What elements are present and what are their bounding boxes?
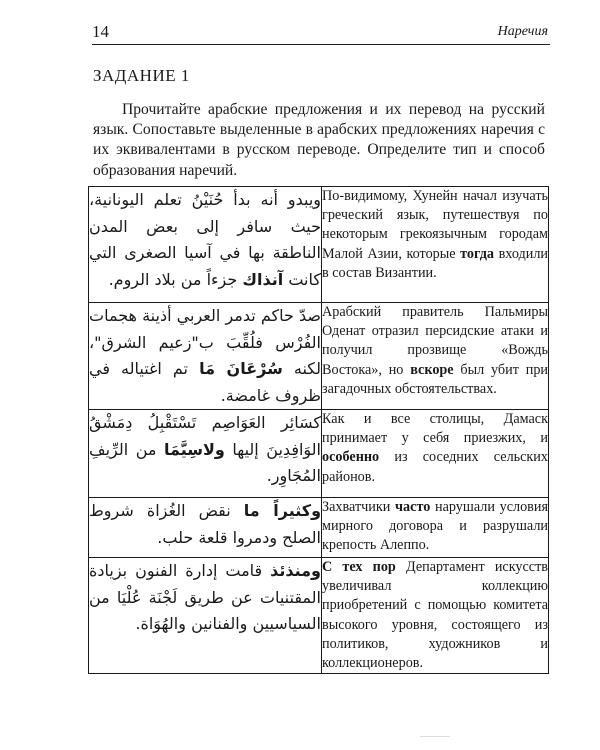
table-row bbox=[89, 498, 549, 558]
arabic-adverb-highlight: ولاسِيَّمَا bbox=[163, 439, 225, 459]
russian-text: По-видимому, Хунейн начал изучать греческий язык, путешествуя по некоторым грекоязычным городам Малой Азии, которые bbox=[322, 188, 548, 262]
russian-translation-cell bbox=[322, 558, 549, 674]
russian-adverb-highlight: С тех пор bbox=[322, 559, 396, 575]
arabic-adverb-highlight: وكثيراً ما bbox=[243, 501, 322, 520]
table-row bbox=[89, 187, 549, 303]
russian-text: входили в состав Византии. bbox=[322, 245, 548, 281]
arabic-text: ويبدو أنه بدأ حُنَيْنُ تعلم اليونانية، حيث سافر إلى بعض المدن الناطقة بها في آسيا الصغرى التي كانت bbox=[89, 190, 321, 289]
arabic-adverb-highlight: سُرْعَانَ مَا bbox=[199, 359, 283, 378]
russian-text: из соседних сельских районов. bbox=[322, 449, 548, 485]
arabic-text: جزءاً من بلاد الروم. bbox=[108, 269, 243, 289]
russian-text: Департамент искусств увеличивал коллекцию приобретений с помощью комитета высокого уровня, состоящего из политиков, художников и коллекционеров. bbox=[322, 559, 548, 672]
arabic-sentence-cell bbox=[89, 498, 322, 558]
arabic-text: تم اغتياله في ظروف غامضة. bbox=[89, 359, 321, 405]
page-divider bbox=[420, 736, 450, 737]
task-instructions: Прочитайте арабские предложения и их перевод на русский язык. Сопоставьте выделенные в арабских предложениях наречия с их эквивалентами в русском переводе. Определите тип и способ образования наречий. bbox=[93, 101, 545, 179]
arabic-text: من الرِّيفِ المُجَاوِر. bbox=[89, 439, 321, 485]
arabic-sentence-cell bbox=[89, 187, 322, 303]
table-row bbox=[89, 410, 549, 498]
russian-adverb-highlight: вскоре bbox=[410, 361, 454, 378]
russian-adverb-highlight: особенно bbox=[322, 449, 380, 466]
arabic-adverb-highlight: آنذاك bbox=[242, 269, 284, 289]
russian-adverb-highlight: тогда bbox=[460, 245, 495, 262]
russian-translation-cell bbox=[322, 187, 549, 303]
russian-text: Арабский правитель Пальмиры Оденат отразил персидские атаки и получил прозвище «Вождь Востока», но bbox=[322, 304, 548, 378]
arabic-sentence-cell bbox=[89, 410, 322, 498]
running-title: Наречия bbox=[497, 24, 548, 39]
arabic-adverb-highlight: ومنذئذ bbox=[270, 561, 321, 580]
arabic-text: صدّ حاكم تدمر العربي أذينة هجمات الفُرْس فلُقِّبَ ب"زعيم الشرق"، لكنه bbox=[89, 306, 322, 378]
exercise-table bbox=[88, 186, 549, 674]
arabic-text: كسَائِر العَوَاصِم تَسْتَقْبِلُ دِمَشْقُ الوَافِدِينَ إليها bbox=[89, 413, 321, 459]
russian-text: нарушали условия мирного договора и разрушали крепость Алеппо. bbox=[322, 499, 548, 554]
russian-translation-cell bbox=[322, 498, 549, 558]
arabic-text: نقض الغُزاة شروط الصلح ودمروا قلعة حلب. bbox=[89, 501, 321, 547]
russian-translation-cell bbox=[322, 303, 549, 410]
russian-text: Как и все столицы, Дамаск принимает у себя приезжих, и bbox=[322, 411, 548, 447]
russian-text: был убит при загадочных обстоятельствах. bbox=[322, 361, 548, 397]
arabic-text: قامت إدارة الفنون بزيادة المقتنيات عن طريق لَجْنَة عُلْيَا من السياسيين والفنانين والهُوَاة. bbox=[89, 561, 321, 633]
page-number: 14 bbox=[92, 22, 109, 41]
russian-translation-cell bbox=[322, 410, 549, 498]
task-title: ЗАДАНИЕ 1 bbox=[93, 66, 190, 85]
table-row bbox=[89, 558, 549, 674]
arabic-sentence-cell bbox=[89, 558, 322, 674]
table-row bbox=[89, 303, 549, 410]
page-header bbox=[92, 18, 550, 45]
arabic-sentence-cell bbox=[89, 303, 322, 410]
russian-adverb-highlight: часто bbox=[395, 499, 431, 515]
russian-text: Захватчики bbox=[322, 499, 396, 515]
